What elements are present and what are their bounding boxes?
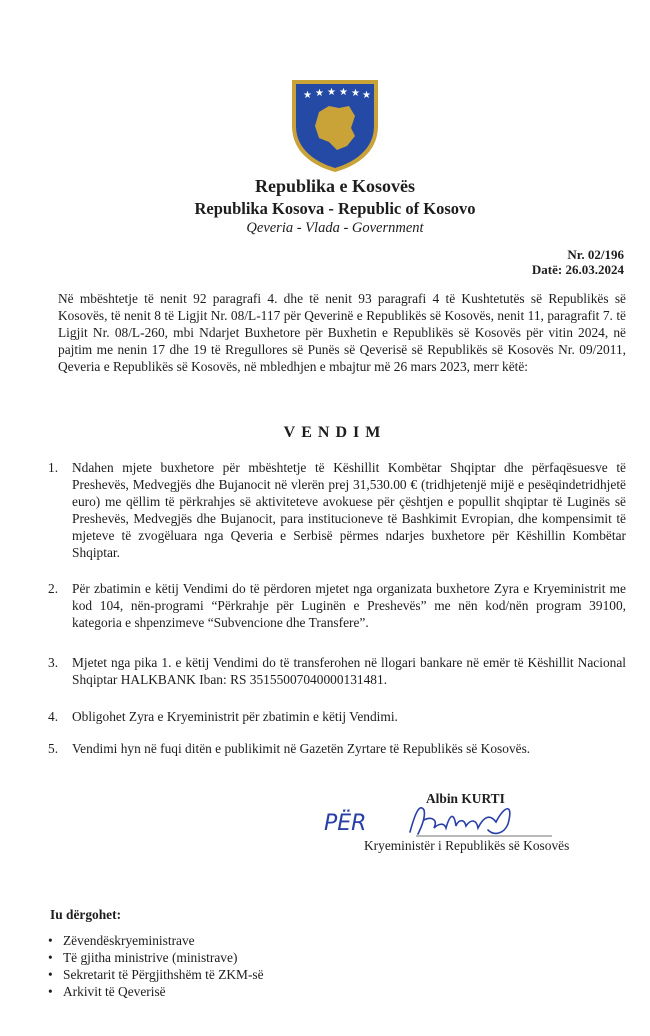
svg-text:★: ★ [303, 90, 312, 101]
decision-item [48, 459, 626, 561]
item-number: 1. [48, 460, 59, 475]
document-number: Nr. 02/196 [567, 247, 624, 262]
recipients-list [48, 932, 264, 1000]
list-item: • Zëvendëskryeministrave [48, 933, 195, 948]
list-item: • Arkivit të Qeverisë [48, 984, 166, 999]
legal-preamble: Në mbështetje të nenit 92 paragrafi 4. dhe të nenit 93 paragrafi 4 të Kushtetutës së Republikës së Kosovës, të nenit 8 të Ligjit Nr. 08/L-117 për Qeverinë e Republikës së Kosovës, nenit 11, paragrafit 7. të Ligjit Nr. 08/L-260, mbi Ndarjet Buxhetore për Buxhetin e Republikës së Kosovës për vitin 2024, në pajtim me nenin 17 dhe 19 të Rregullores së Punës së Qeverisë së Republikës së Kosovës Nr. 09/2011, Qeveria e Republikës së Kosovës, në mbledhjen e mbajtur më 26 mars 2023, merr këtë: [58, 291, 626, 374]
svg-text:★: ★ [315, 88, 324, 99]
item-text: Obligohet Zyra e Kryeministrit për zbatimin e këtij Vendimi. [72, 709, 398, 724]
document-reference [532, 247, 624, 277]
government-subtitle: Qeveria - Vlada - Government [246, 220, 424, 236]
item-number: 2. [48, 581, 59, 596]
handwritten-signature [320, 796, 560, 840]
item-text: Ndahen mjete buxhetore për mbështetje të Këshillit Kombëtar Shqiptar dhe përfaqësuesve të Preshevës, Medvegjës dhe Bujanocit në vlerën prej 31,530.00 € (tridhjetenjë mijë e pesëqindetridhjetë euro) me qëllim të përkrahjes së aktiviteteve avokuese për çështjen e popullit shqiptar të Luginës së Preshevës, Medvegjës dhe Bujanocit, para institucioneve të Bashkimit Evropian, dhe kompensimit të mjeteve të zvogëluara nga Qeveria e Serbisë përmes ndarjes buxhetore për Këshillin Kombëtar Shqiptar. [72, 460, 626, 560]
bullet-icon: • [48, 967, 53, 982]
list-item: • Të gjitha ministrive (ministrave) [48, 950, 238, 965]
item-number: 3. [48, 655, 59, 670]
bullet-icon: • [48, 933, 53, 948]
svg-text:★: ★ [339, 87, 348, 98]
svg-text:★: ★ [362, 90, 371, 101]
republic-title-albanian: Republika e Kosovës [254, 176, 416, 196]
svg-text:★: ★ [327, 87, 336, 98]
decision-item [48, 654, 626, 688]
kosovo-coat-of-arms-emblem [289, 76, 381, 174]
decision-item [48, 740, 626, 757]
recipients-label: Iu dërgohet: [50, 907, 122, 922]
decision-item [48, 580, 626, 631]
decision-title: VENDIM [283, 424, 387, 441]
signatory-name: Albin KURTI [426, 791, 505, 806]
bullet-icon: • [48, 950, 53, 965]
signatory-title: Kryeministër i Republikës së Kosovës [364, 838, 570, 853]
list-item: • Sekretarit të Përgjithshëm të ZKM-së [48, 967, 264, 982]
decision-item [48, 708, 626, 725]
republic-title-serbian-english: Republika Kosova - Republic of Kosovo [194, 199, 476, 218]
bullet-icon: • [48, 984, 53, 999]
document-date: Datë: 26.03.2024 [531, 262, 624, 277]
item-number: 4. [48, 709, 59, 724]
item-text: Vendimi hyn në fuqi ditën e publikimit në Gazetën Zyrtare të Republikës së Kosovës. [72, 741, 531, 756]
item-number: 5. [48, 741, 59, 756]
signature-per-text: PËR [324, 811, 367, 836]
item-text: Për zbatimin e këtij Vendimi do të përdoren mjetet nga organizata buxhetore Zyra e Kryeministrit me kod 104, nën-programi “Përkrahje për Luginën e Preshevës” me nën kod/nën program 39100, kategoria e shpenzimeve “Subvencione dhe Transfere”. [72, 581, 626, 630]
item-text: Mjetet nga pika 1. e këtij Vendimi do të transferohen në llogari bankare në emër të Këshillit Nacional Shqiptar HALKBANK Iban: RS 35155007040000131481. [72, 655, 626, 687]
svg-text:★: ★ [351, 88, 360, 99]
